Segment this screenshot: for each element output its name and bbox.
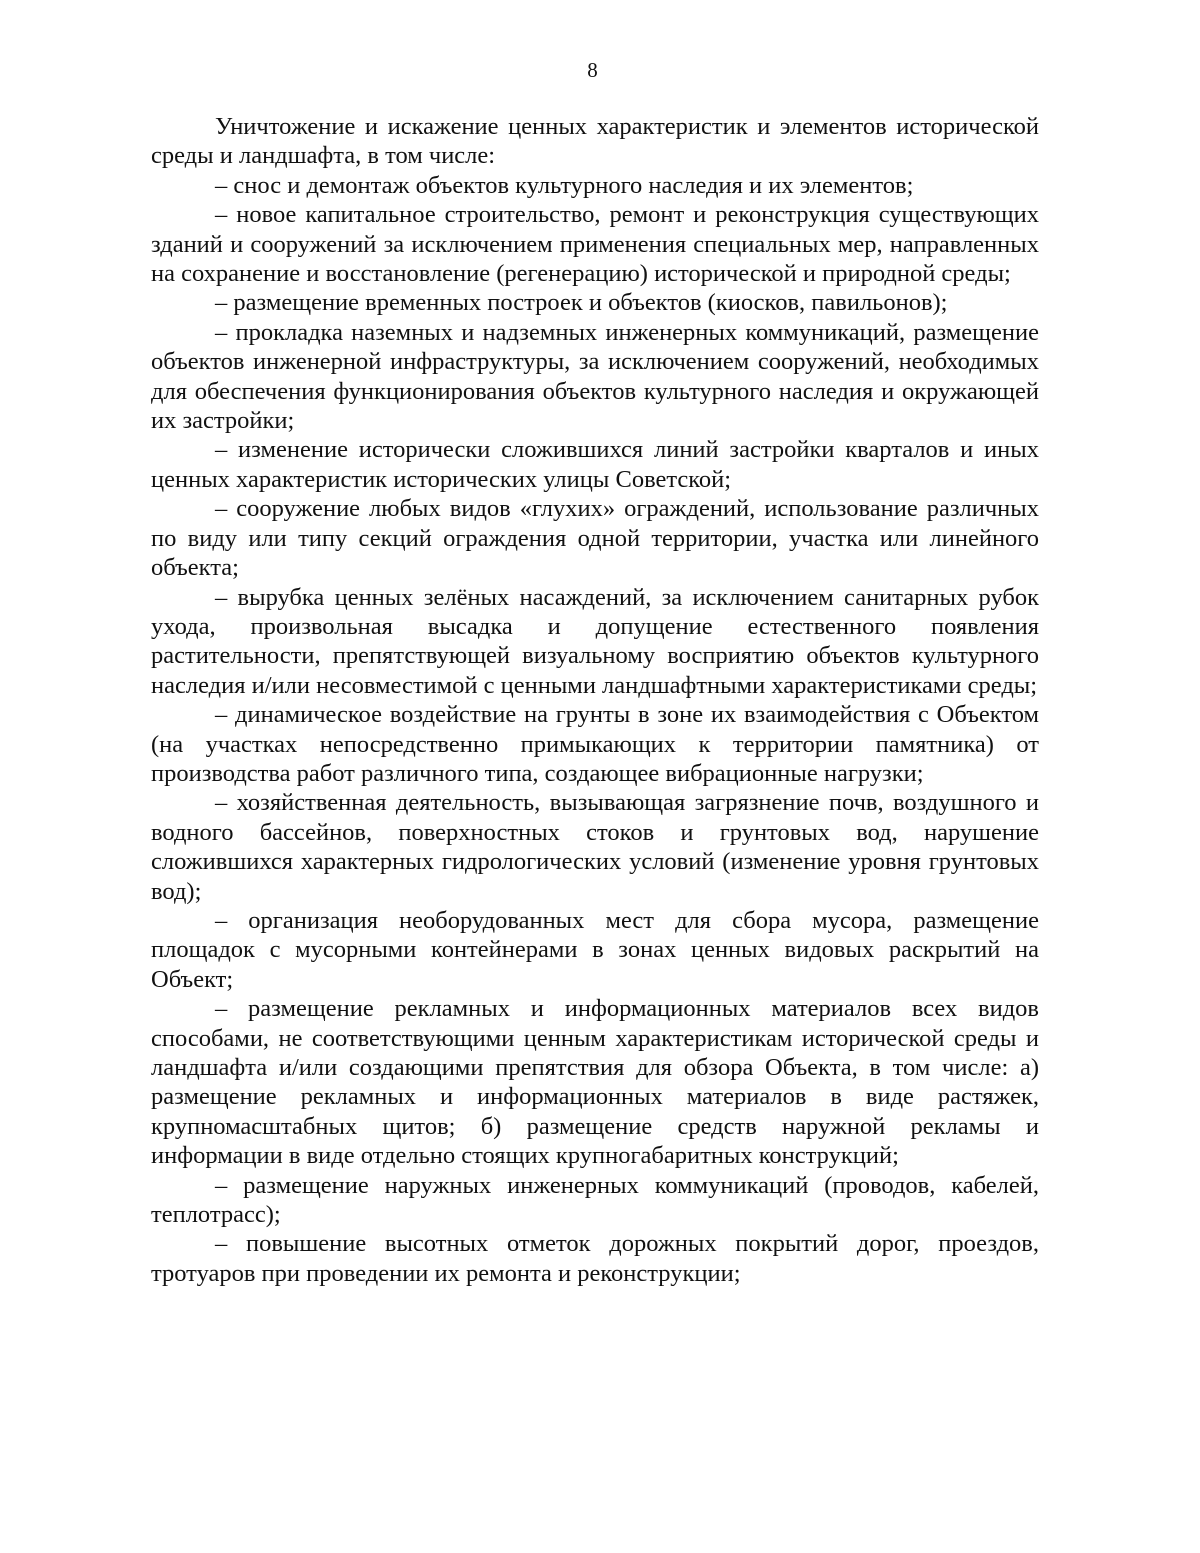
list-item: – новое капитальное строительство, ремонт и реконструкция существующих зданий и сооружений за исключением применения специальных мер, направленных на сохранение и восстановление (регенерацию) исторической и природной среды; <box>151 201 1039 288</box>
list-item: – динамическое воздействие на грунты в зоне их взаимодействия с Объектом (на участках непосредственно примыкающих к территории памятника) от производства работ различного типа, создающее вибрационные нагрузки; <box>151 701 1039 787</box>
list-item: – снос и демонтаж объектов культурного наследия и их элементов; <box>215 171 914 199</box>
list-item: – размещение наружных инженерных коммуникаций (проводов, кабелей, теплотрасс); <box>151 1171 1039 1229</box>
list-item: – размещение рекламных и информационных материалов всех видов способами, не соответствующими ценным характеристикам исторической среды и ландшафта и/или создающими препятствия для обзора Объекта, в том числе: а) размещение рекламных и информационных материалов в виде растяжек, крупномасштабных щитов; б) размещение средств наружной рекламы и информации в виде отдельно стоящих крупногабаритных конструкций; <box>151 995 1039 1170</box>
page-number: 8 <box>587 58 598 82</box>
list-item: – организация необорудованных мест для сбора мусора, размещение площадок с мусорными контейнерами в зонах ценных видовых раскрытий на Объект; <box>151 906 1039 993</box>
list-item: – прокладка наземных и надземных инженерных коммуникаций, размещение объектов инженерной инфраструктуры, за исключением сооружений, необходимых для обеспечения функционирования объектов культурного наследия и окружающей их застройки; <box>151 318 1039 435</box>
list-item: – размещение временных построек и объектов (киосков, павильонов); <box>215 289 948 317</box>
paragraph-intro: Уничтожение и искажение ценных характеристик и элементов исторической среды и ландшафта, в том числе: <box>151 113 1039 170</box>
list-item: – хозяйственная деятельность, вызывающая загрязнение почв, воздушного и водного бассейнов, поверхностных стоков и грунтовых вод, нарушение сложившихся характерных гидрологических условий (изменение уровня грунтовых вод); <box>151 789 1039 905</box>
list-item: – изменение исторически сложившихся линий застройки кварталов и иных ценных характеристик исторических улицы Советской; <box>151 436 1039 493</box>
list-item: – вырубка ценных зелёных насаждений, за исключением санитарных рубок ухода, произвольная высадка и допущение естественного появления растительности, препятствующей визуальному восприятию объектов культурного наследия и/или несовместимой с ценными ландшафтными характеристиками среды; <box>151 583 1039 699</box>
list-item: – повышение высотных отметок дорожных покрытий дорог, проездов, тротуаров при проведении их ремонта и реконструкции; <box>151 1230 1039 1287</box>
list-item: – сооружение любых видов «глухих» ограждений, использование различных по виду или типу секций ограждения одной территории, участка или линейного объекта; <box>151 495 1039 582</box>
document-body <box>151 112 1039 1288</box>
